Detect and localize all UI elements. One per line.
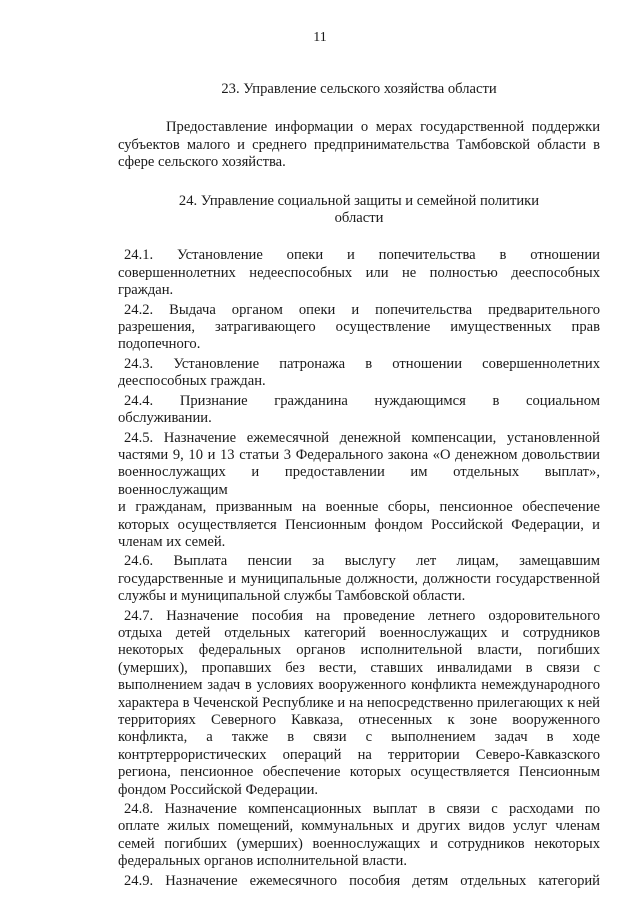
list-item-line: совершеннолетних недееспособных или не полностью дееспособных [118,264,600,281]
list-item-line: 24.4. Признание гражданина нуждающимся в социальном [124,392,600,409]
list-item [118,393,600,428]
section-24-items [118,247,600,890]
list-item-line: (умерших), пропавших без вести, ставших инвалидами в связи с [118,659,600,676]
list-item-line: подопечного. [118,336,201,353]
document-body [118,78,600,892]
list-item-line: частями 9, 10 и 13 статьи 3 Федерального закона «О денежном довольствии [118,446,600,463]
list-item-line: службы и муниципальной службы Тамбовской области. [118,588,466,605]
list-item-line: дееспособных граждан. [118,373,266,390]
list-item [118,608,600,799]
list-item-line: разрешения, затрагивающего осуществление имущественных прав [118,319,600,336]
list-item-line: военнослужащих и предоставлении им отдельных выплат», военнослужащим [118,464,600,498]
list-item-line: фондом Российской Федерации. [118,781,319,798]
page-number: 11 [313,30,327,45]
section-heading-24-line2: области [334,210,384,227]
list-item-line: 24.3. Установление патронажа в отношении совершеннолетних [124,355,600,372]
list-item-line: граждан. [118,282,174,299]
list-item-line: 24.5. Назначение ежемесячной денежной компенсации, установленной [124,429,600,446]
list-item [118,553,600,605]
list-item [118,801,600,871]
list-item-line: некоторых федеральных органов исполнительной власти, погибших [118,642,600,659]
list-item-line: государственные и муниципальные должности, должности государственной [118,570,600,587]
list-item-line: 24.1. Установление опеки и попечительства в отношении [124,247,600,264]
list-item [118,873,600,890]
section-23-paragraph-line: Предоставление информации о мерах государственной поддержки [166,119,600,136]
list-item-line: семей погибших (умерших) военнослужащих и сотрудников некоторых [118,835,600,852]
section-23-paragraph-line: субъектов малого и среднего предпринимательства Тамбовской области в [118,136,600,153]
list-item-line: отдыха детей отдельных категорий военнослужащих и сотрудников [118,624,600,641]
list-item [118,302,600,354]
section-23-paragraph-line: сфере сельского хозяйства. [118,154,286,171]
list-item [118,247,600,299]
section-heading-23: 23. Управление сельского хозяйства области [221,81,497,97]
section-heading-24-line1: 24. Управление социальной защиты и семейной политики [178,192,540,209]
section-23-paragraph [118,119,600,171]
list-item-line: контртеррористических операций на территории Северо-Кавказского [118,746,600,763]
list-item-line: 24.6. Выплата пенсии за выслугу лет лицам, замещавшим [124,553,600,570]
list-item [118,356,600,391]
list-item-line: членам их семей. [118,533,226,550]
list-item-line: территориях Северного Кавказа, отнесенных к зоне вооруженного [118,712,600,728]
list-item-line: которых осуществляется Пенсионным фондом Российской Федерации, и [118,516,600,533]
list-item-line: 24.2. Выдача органом опеки и попечительства предварительного [124,301,600,318]
list-item-line: и гражданам, призванным на военные сборы, пенсионное обеспечение [118,499,600,516]
list-item-line: федеральных органов исполнительной власти. [118,853,407,870]
list-item-line: характера в Чеченской Республике и на непосредственно прилегающих к ней [118,694,600,711]
list-item-line: 24.8. Назначение компенсационных выплат в связи с расходами по [124,801,600,818]
list-item-line: выполнением задач в условиях вооруженного конфликта немеждународного [118,677,600,694]
list-item-line: оплате жилых помещений, коммунальных и других видов услуг членам [118,818,600,835]
list-item-line: 24.7. Назначение пособия на проведение летнего оздоровительного [124,607,600,624]
list-item [118,430,600,552]
list-item-line: конфликта, а также в связи с выполнением задач в ходе [118,729,600,746]
list-item-line: региона, пенсионное обеспечение которых осуществляется Пенсионным [118,764,600,781]
list-item-line: 24.9. Назначение ежемесячного пособия детям отдельных категорий [124,872,600,889]
section-heading-24 [118,193,600,228]
list-item-line: обслуживании. [118,410,212,427]
